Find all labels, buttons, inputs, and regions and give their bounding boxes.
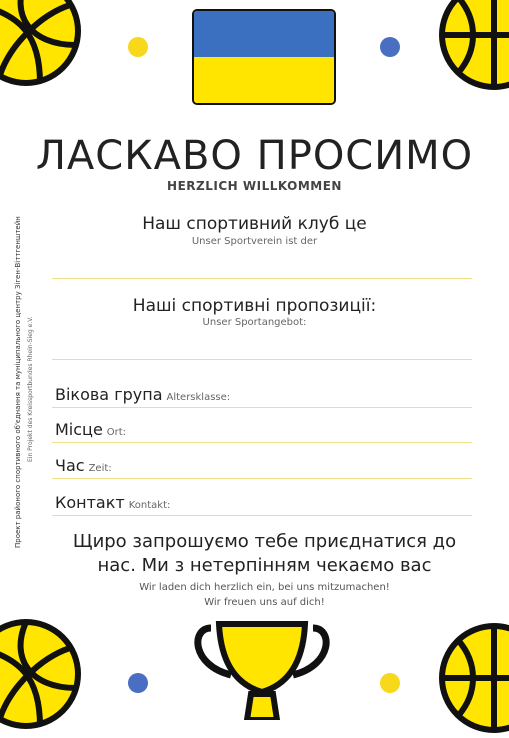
decor-dot (380, 37, 400, 57)
field-time-label-de: Zeit: (88, 463, 112, 474)
ukraine-flag-icon (192, 9, 336, 105)
side-project-text-de: Ein Projekt des Kreissportbundes Rhein-Sieg e.V. (27, 316, 34, 462)
field-age-group-line[interactable] (52, 407, 472, 408)
field-place (55, 420, 126, 439)
decor-dot (380, 673, 400, 693)
field-age-group (55, 385, 230, 404)
volleyball-icon (0, 0, 82, 87)
field-contact-label-de: Kontakt: (128, 500, 171, 511)
field-time-line[interactable] (52, 478, 472, 479)
field-age-group-label: Вікова група (55, 385, 163, 404)
club-label-de: Unser Sportverein ist der (191, 236, 318, 247)
club-label: Наш спортивний клуб це (142, 214, 367, 234)
field-time-label: Час (55, 456, 85, 475)
page-title: ЛАСКАВО ПРОСИМО (35, 133, 474, 179)
volleyball-icon (0, 618, 82, 730)
invite-de-line-1: Wir laden dich herzlich ein, bei uns mitzumachen! (139, 582, 390, 593)
side-project-text: Проект районого спортивного об'єднання та муніципального центру Зіген-Віттгенштейн (14, 216, 22, 548)
flag-yellow-stripe (194, 57, 334, 103)
basketball-icon (438, 618, 509, 738)
field-place-label: Місце (55, 420, 103, 439)
field-place-line[interactable] (52, 442, 472, 443)
flag-blue-stripe (194, 11, 334, 57)
field-contact-label: Контакт (55, 493, 125, 512)
basketball-icon (438, 0, 509, 95)
invite-de-line-2: Wir freuen uns auf dich! (204, 597, 325, 608)
decor-dot (128, 37, 148, 57)
field-age-group-label-de: Altersklasse: (166, 392, 231, 403)
field-contact (55, 493, 170, 512)
offers-label: Наші спортивні пропозиції: (132, 296, 377, 316)
invite-line-1: Щиро запрошуємо тебе приєднатися до (72, 531, 457, 552)
decor-dot (128, 673, 148, 693)
offers-line[interactable] (52, 359, 472, 360)
field-place-label-de: Ort: (106, 427, 127, 438)
offers-label-de: Unser Sportangebot: (202, 317, 307, 328)
page-subtitle: HERZLICH WILLKOMMEN (167, 179, 342, 193)
field-time (55, 456, 112, 475)
club-line[interactable] (52, 278, 472, 279)
trophy-icon (191, 620, 333, 720)
invite-line-2: нас. Ми з нетерпінням чекаємо вас (97, 555, 432, 576)
field-contact-line[interactable] (52, 515, 472, 516)
